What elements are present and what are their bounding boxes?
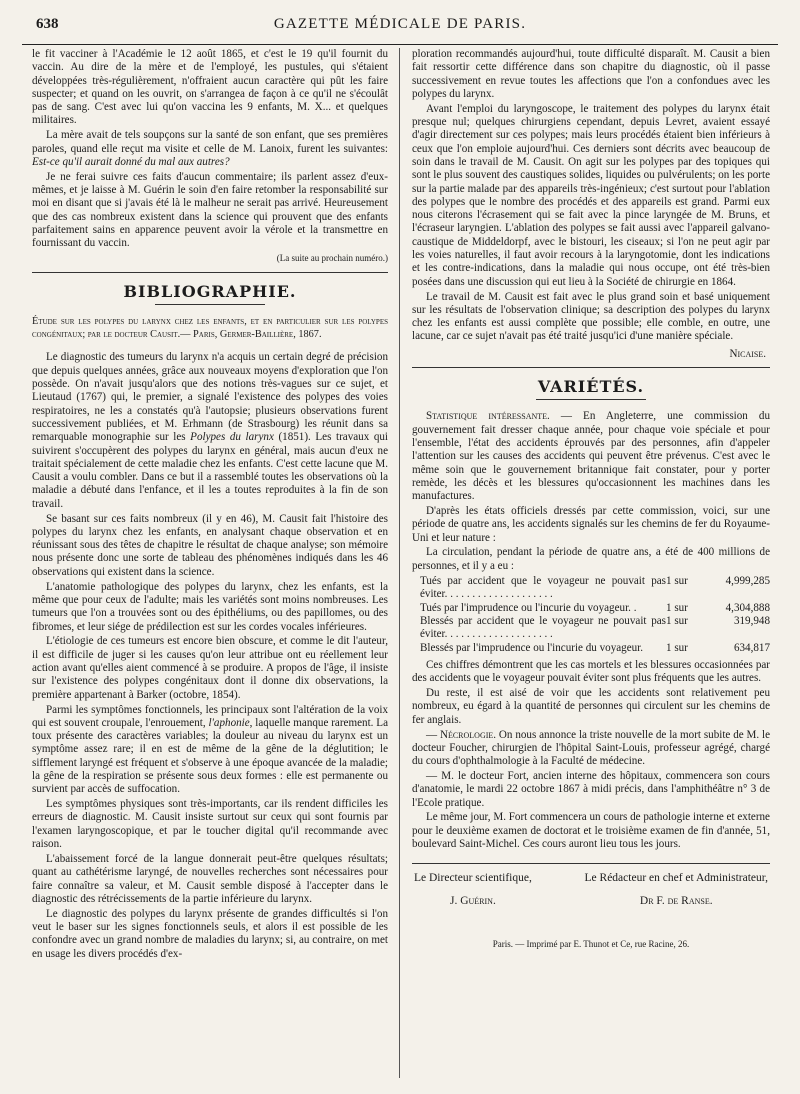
page-header (22, 14, 778, 36)
table-row (420, 615, 770, 642)
paragraph: Le travail de M. Causit est fait avec le plus grand soin et basé uniquement sur les résultats de l'observation clinique; sa description des polypes du larynx chez les enfants est aussi complète que possible; elle comble, en outre, une lacune, car ce sujet n'avait pas été traité jusqu'ici d'une manière spéciale. (412, 290, 770, 343)
paragraph (32, 129, 388, 169)
paragraph: L'anatomie pathologique des polypes du larynx, chez les enfants, est la même que pour ceux de l'adulte; mais les variétés sont moins nombreuses. Les tumeurs que l'on a trouvées sont ou des épithéliums, ou des papillomes, ou des fibromes, et leur siége de prédilection est sur les cordes vocales inférieures. (32, 580, 388, 633)
stat-ratio: 1 sur (666, 614, 688, 627)
footer-divider (412, 863, 770, 864)
paragraph: D'après les états officiels dressés par cette commission, voici, sur une période de quatre ans, les accidents signalés sur les chemins de fer du Royaume-Uni et leur nature : (412, 504, 770, 544)
director-name: J. Guérin. (449, 894, 496, 907)
table-row (420, 602, 770, 615)
stat-value-cell (666, 615, 770, 642)
paragraph (412, 410, 770, 503)
term: l'aphonie (208, 716, 250, 729)
paragraph-text: , laquelle manque rarement. La toux présente des caractères variables; la douleur au niveau du larynx est un symptôme assez rare; il en est de même de la gêne de la déglutition; le sifflement laryngé est fréquent et s'observe à une époque avancée de la maladie; la gêne de la respiration se présente sous deux formes : elle est permanente ou survient par accès de suffocation. (32, 716, 388, 796)
continued-note: (La suite au prochain numéro.) (276, 253, 388, 264)
paragraph: Se basant sur ces faits nombreux (il y en 46), M. Causit fait l'histoire des polypes du larynx chez les enfants, en analysant chaque observation et en réunissant sous des têtes de chapitre le résultat de chaque analyse; son mémoire nous présente donc une sorte de tableau des phénomènes indiqués dans les 46 observations qui existent dans la science. (32, 512, 388, 578)
paragraph-text: Parmi les symptômes fonctionnels, les principaux sont l'altération de la voix qui est souvent croupale, l'enrouement, (32, 703, 388, 729)
heading-underline (536, 399, 646, 400)
heading-underline (155, 304, 265, 305)
paragraph: La circulation, pendant la période de quatre ans, a été de 400 millions de personnes, et il y a eu : (412, 546, 770, 572)
paragraph: Du reste, il est aisé de voir que les accidents sont relativement peu nombreux, eu égard à la quantité de personnes qui circulent sur les chemins de fer anglais. (412, 687, 770, 726)
stat-description: Tués par l'imprudence ou l'incurie du voyageur. . (420, 601, 637, 614)
paragraph-text: Le diagnostic des tumeurs du larynx n'a acquis un certain degré de précision que depuis quelques années, grâce aux nouveaux moyens d'exploration que l'on possède. On n'avait jusqu'alors que des notions très-vagues sur ce sujet, et Lieutaud (1767) qui, le premier, a signalé l'existence des polypes des voies respiratoires, ne les a constatés qu'à l'autopsie; plusieurs observations furent successivement publiées, et M. Erhmann (de Strasbourg) les réunit dans sa remarquable monographie sur les (32, 351, 388, 444)
paragraph: Avant l'emploi du laryngoscope, le traitement des polypes du larynx était presque nul; quelques chirurgiens cependant, depuis Levret, avaient essayé d'agir directement sur ces polypes; mais leurs procédés étaient bien inférieurs à ceux que l'on emploie aujourd'hui. Ces derniers sont décrits avec beaucoup de soin dans le travail de M. Causit. On agit sur les polypes par des topiques qui sont le plus souvent des caustiques solides, liquides ou pulvérulents; on les porte sur la partie malade par des appareils très-ingénieux; c'est surtout pour l'ablation des polypes que le nombre des procédés et des appareils est grand. Parmi eux nous citerons l'écrasement qui se fait avec la pince laryngée de M. Bruns, et l'écraseur laryngien. L'ablation des polypes se fait aussi avec l'appareil galvano-caustique de Middeldorpf, avec le bistouri, les ciseaux; si l'on ne peut agir par les voies naturelles, il faut avoir recours à la laryngotomie, dont les indications et les contre-indications, dans la maladie qui nous occupe, ont été très-bien posées dans une discussion qui eut lieu à la Société de chirurgie en 1864. (412, 102, 770, 288)
stat-description: Tués par accident que le voyageur ne pouvait pas éviter. . . . . . . . . . . . . . . . . . . . (420, 575, 666, 601)
paragraph: L'abaissement forcé de la langue donnerait peut-être quelques résultats; quant au cathétérisme laryngé, de nouvelles recherches sont nécessaires pour faire connaître sa valeur, et M. Causit semble disposé à l'accepter dans le diagnostic des rétrécissements de la partie inférieure du larynx. (32, 852, 388, 905)
column-divider (399, 48, 400, 1078)
paragraph (32, 351, 388, 511)
book-title: Polypes du larynx (190, 431, 274, 444)
page-number: 638 (36, 16, 59, 32)
right-column (412, 48, 770, 1078)
quote: Est-ce qu'il aurait donné du mal aux autres? (32, 155, 230, 168)
stat-description: Blessés par l'imprudence ou l'incurie du voyageur. (420, 641, 644, 654)
paragraph: L'étiologie de ces tumeurs est encore bien obscure, et comme le dit l'auteur, il est difficile de juger si les causes qu'on leur attribue ont eu réellement leur action avant qu'elles aient commencé à se produire. A propos de l'âge, il insiste sur l'existence des polypes congénitaux dont il donne dix observations, la première appartenant à Barker (octobre, 1854). (32, 635, 388, 701)
stat-value: 4,304,888 (725, 601, 770, 614)
paragraph-text: La mère avait de tels soupçons sur la santé de son enfant, que ses premières paroles, quand elle reçut ma visite et celle de M. Lanoix, furent les suivantes: (32, 129, 388, 155)
paragraph: Ces chiffres démontrent que les cas mortels et les blessures occasionnées par des accidents que le voyageur pouvait éviter sont plus fréquents que les autres. (412, 658, 770, 685)
editor-signature (585, 872, 768, 908)
paragraph-text: — En Angleterre, une commission du gouvernement fait dresser chaque année, pour chaque voie spéciale et pour l'ensemble, l'état des accidents éprouvés par des personnes, afin d'appeler l'attention sur les causes des accidents qui peuvent être prévenus. C'est avec le même soin que le gouvernement britannique fait constater, pour y porter remède, les décès et les blessures qu'occasionnent les machines dans les manufactures. (412, 410, 770, 503)
stat-description: Blessés par accident que le voyageur ne pouvait pas éviter. . . . . . . . . . . . . . . . . . . . (420, 614, 666, 641)
paragraph: — Nécrologie. On nous annonce la triste nouvelle de la mort subite de M. le docteur Foucher, chirurgien de l'hôpital Saint-Louis, professeur agrégé, chargé du cours d'ophthalmologie à la Faculté de médecine. (412, 728, 770, 768)
editor-role: Le Rédacteur en chef et Administrateur, (584, 872, 768, 885)
paragraph: le fit vacciner à l'Académie le 12 août 1865, et c'est le 19 qu'il fournit du vaccin. Au dire de la mère et de l'employé, les pustules, qui s'étaient développées très-régulièrement, n'offraient aucun caractère qui pût les faire suspecter; et quand on les ouvrit, on s'arrangea de façon à ce qu'il ne s'écoulât pas de sang. C'est avec lui qu'on vaccina les 9 enfants, M. X... et quelques militaires. (32, 48, 388, 127)
table-row (420, 575, 770, 602)
subheading: Statistique intéressante. (426, 410, 550, 423)
paragraph: ploration recommandés aujourd'hui, toute difficulté disparaît. M. Causit a bien fait ressortir cette différence dans son chapitre du diagnostic, où il passe successivement en revue toutes les affections que l'on a confondues avec les polypes du larynx. (412, 48, 770, 100)
director-role: Le Directeur scientifique, (414, 872, 532, 885)
paragraph: Le diagnostic des polypes du larynx présente de grandes difficultés si l'on veut le baser sur les signes fonctionnels seuls, et alors il est possible de les confondre avec un grand nombre de maladies du larynx; si, au contraire, on met en usage les divers procédés d'ex- (32, 907, 388, 960)
stat-ratio: 1 sur (666, 641, 688, 654)
stat-value: 319,948 (733, 614, 770, 627)
paragraph: Je ne ferai suivre ces faits d'aucun commentaire; ils parlent assez d'eux-mêmes, et je laisse à M. Guérin le soin d'en faire retomber la responsabilité sur moi en disant que si j'avais été là le malheur ne serait pas arrivé. Heureusement que des cas nombreux existent dans la science qui prouvent que des enfants parfaitement sains en apparence peuvent avoir la vérole et la transmettre en fournissant du vaccin. (32, 170, 388, 250)
stat-ratio: 1 sur (666, 575, 688, 588)
editor-name: Dr F. de Ranse. (639, 894, 713, 907)
stat-value-cell (666, 642, 770, 655)
stat-value: 634,817 (733, 641, 770, 654)
running-title: GAZETTE MÉDICALE DE PARIS. (273, 16, 527, 32)
paragraph-text: (1851). Les travaux qui suivirent s'occupèrent des polypes du larynx en général, mais aucun d'eux ne traitait spécialement de cette maladie chez les enfants. C'est cette lacune que M. Causit a voulu combler. Dans ce but il a rassemblé toutes les observations où la maladie a débuté dans l'enfance, et il les a toutes reproduites à la fin de son travail. (32, 431, 388, 510)
stat-value-cell (666, 575, 770, 602)
paragraph-text: On nous annonce la triste nouvelle de la mort subite de M. le docteur Foucher, chirurgien de l'hôpital Saint-Louis, professeur agrégé, chargé du cours d'ophthalmologie à la Faculté de médecine. (412, 728, 770, 768)
section-divider (32, 272, 388, 273)
paragraph: Les symptômes physiques sont très-importants, car ils rendent difficiles les erreurs de diagnostic. M. Causit insiste surtout sur ceux qui sont fournis par l'examen laryngoscopique, et par le toucher digital qu'il recommande avec raison. (32, 798, 388, 851)
subheading: Nécrologie. (439, 728, 497, 741)
review-signature: Nicaise. (729, 347, 766, 360)
statistics-table (420, 575, 770, 655)
paragraph: — M. le docteur Fort, ancien interne des hôpitaux, commencera son cours d'anatomie, le mardi 22 octobre 1867 à midi précis, dans l'amphithéâtre n° 3 de l'Ecole pratique. (412, 770, 770, 809)
header-rule (22, 44, 778, 45)
stat-value: 4,999,285 (725, 575, 770, 588)
section-divider (412, 367, 770, 368)
left-column (32, 48, 388, 1078)
editorial-signatures (414, 872, 768, 908)
stat-value-cell (666, 602, 770, 615)
varietes-heading: VARIÉTÉS. (537, 377, 645, 397)
paragraph (32, 704, 388, 797)
director-signature (414, 872, 532, 908)
bibliography-heading: BIBLIOGRAPHIE. (123, 281, 297, 301)
stat-ratio: 1 sur (666, 601, 688, 614)
book-reference: Étude sur les polypes du larynx chez les enfants, et en particulier sur les polypes congénitaux; par le docteur Causit.— Paris, Germer-Baillière, 1867. (32, 315, 388, 341)
printer-imprint: Paris. — Imprimé par E. Thunot et Ce, rue Racine, 26. (492, 938, 690, 949)
paragraph: Le même jour, M. Fort commencera un cours de pathologie interne et externe pour le deuxième examen de doctorat et le troisième examen de fin d'année, 51, boulevard Saint-Michel. Ces cours auront lieu tous les jours. (412, 811, 770, 851)
table-row (420, 642, 770, 655)
